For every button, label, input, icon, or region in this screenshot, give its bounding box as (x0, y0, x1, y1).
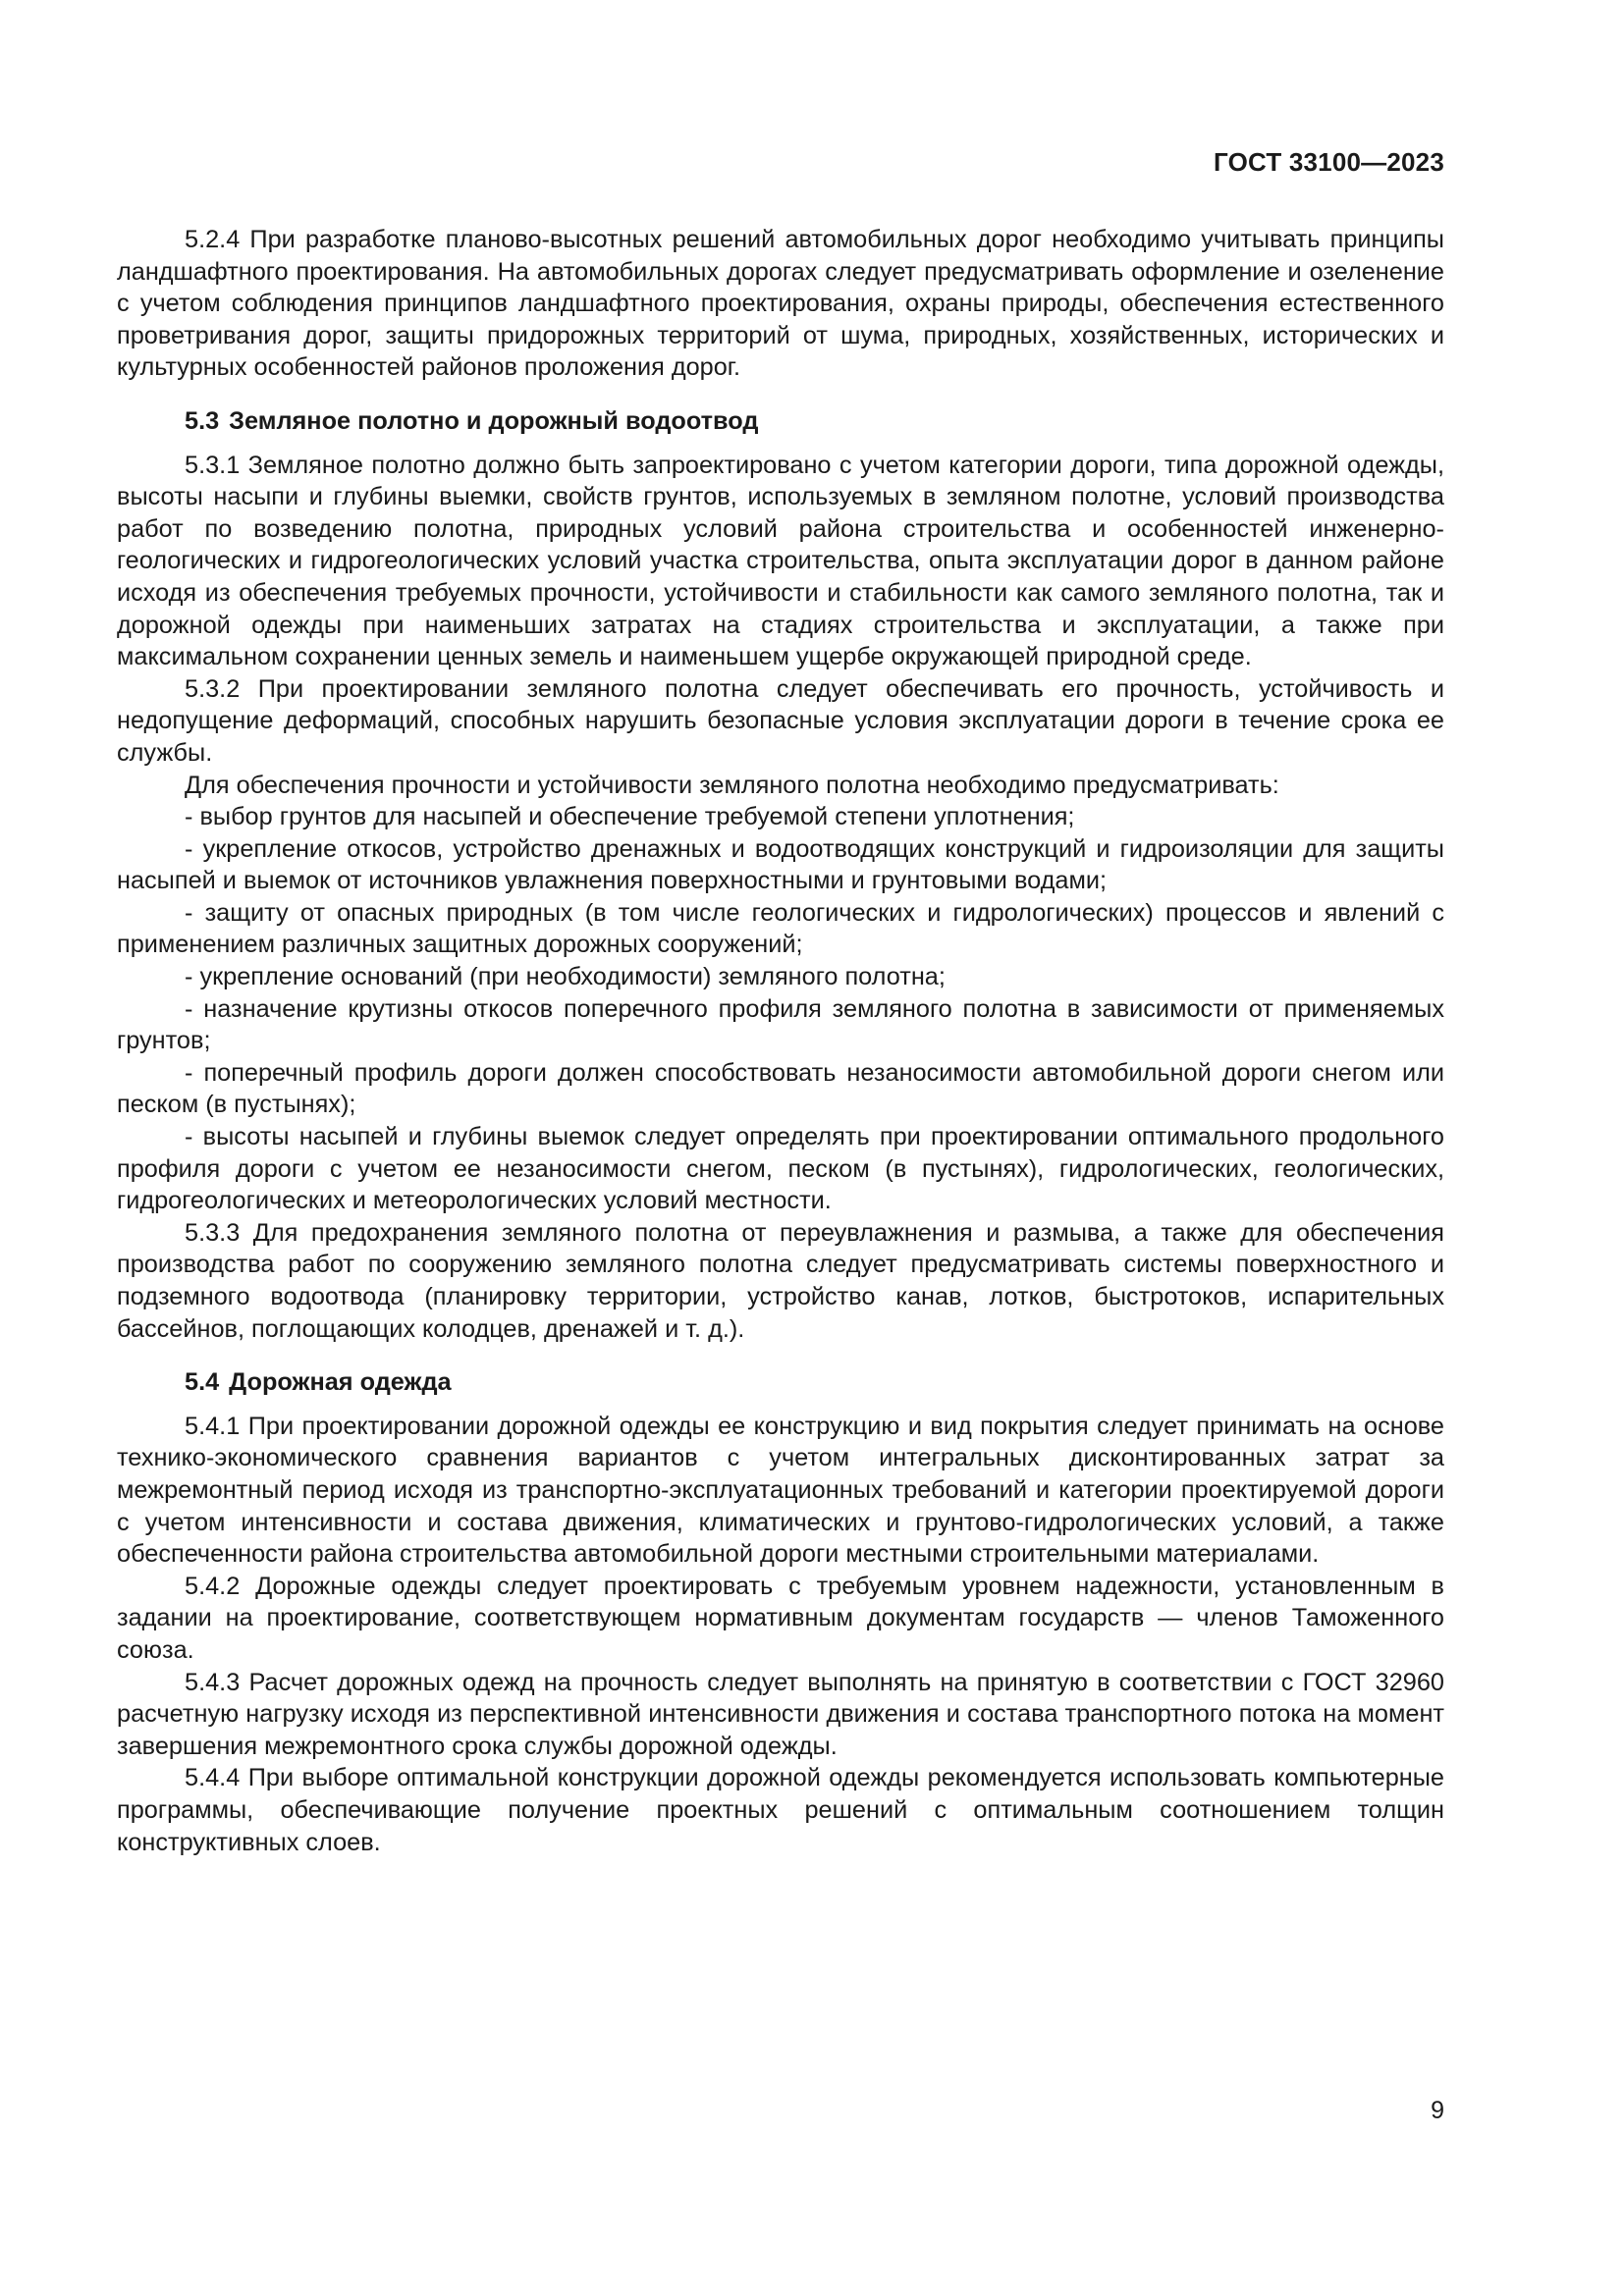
paragraph-5-3-3: 5.3.3 Для предохранения земляного полотна от переувлажнения и размыва, а также для обеспечения производства работ по сооружению земляного полотна следует предусматривать системы поверхностного и подземного водоотвода (планировку территории, устройство канав, лотков, быстротоков, испарительных бассейнов, поглощающих колодцев, дренажей и т. д.). (117, 1218, 1444, 1343)
list-intro: Для обеспечения прочности и устойчивости земляного полотна необходимо предусматривать: (185, 771, 1279, 799)
list-item: - выбор грунтов для насыпей и обеспечение требуемой степени уплотнения; (185, 803, 1075, 831)
list-item: - укрепление откосов, устройство дренажных и водоотводящих конструкций и гидроизоляции для защиты насыпей и выемок от источников увлажнения поверхностными и грунтовыми водами; (117, 834, 1444, 895)
document-code: ГОСТ 33100—2023 (1214, 147, 1444, 177)
page-number: 9 (1431, 2097, 1444, 2124)
section-number: 5.3 (185, 406, 220, 435)
section-heading-5-3 (117, 405, 1444, 438)
list-item: - назначение крутизны откосов поперечного профиля земляного полотна в зависимости от применяемых грунтов; (117, 994, 1444, 1055)
list-item: - защиту от опасных природных (в том числе геологических и гидрологических) процессов и явлений с применением различных защитных дорожных сооружений; (117, 898, 1444, 959)
paragraph-5-4-4: 5.4.4 При выборе оптимальной конструкции дорожной одежды рекомендуется использовать компьютерные программы, обеспечивающие получение проектных решений с оптимальным соотношением толщин конструктивных слоев. (117, 1764, 1444, 1856)
paragraph-5-3-1: 5.3.1 Земляное полотно должно быть запроектировано с учетом категории дороги, типа дорожной одежды, высоты насыпи и глубины выемки, свойств грунтов, используемых в земляном полотне, условий производства работ по возведению полотна, природных условий района строительства и особенностей инженерно-геологических и гидрогеологических условий участка строительства, опыта эксплуатации дорог в данном районе исходя из обеспечения требуемых прочности, устойчивости и стабильности как самого земляного полотна, так и дорожной одежды при наименьших затратах на стадиях строительства и эксплуатации, а также при максимальном сохранении ценных земель и наименьшем ущербе окружающей природной среде. (117, 451, 1444, 671)
paragraph-5-2-4: 5.2.4 При разработке планово-высотных решений автомобильных дорог необходимо учитывать принципы ландшафтного проектирования. На автомобильных дорогах следует предусматривать оформление и озеленение с учетом соблюдения принципов ландшафтного проектирования, охраны природы, обеспечения естественного проветривания дорог, защиты придорожных территорий от шума, природных, хозяйственных, исторических и культурных особенностей районов проложения дорог. (117, 226, 1444, 382)
section-heading-5-4 (117, 1366, 1444, 1399)
list-item: - высоты насыпей и глубины выемок следует определять при проектировании оптимального продольного профиля дороги с учетом ее незаносимости снегом, песком (в пустынях), гидрологических, геологических, гидрогеологических и метеорологических условий местности. (117, 1123, 1444, 1215)
paragraph-5-3-2: 5.3.2 При проектировании земляного полотна следует обеспечивать его прочность, устойчивость и недопущение деформаций, способных нарушить безопасные условия эксплуатации дороги в течение срока ее службы. (117, 674, 1444, 767)
document-body (117, 224, 1444, 1858)
list-item: - укрепление оснований (при необходимости) земляного полотна; (185, 963, 946, 991)
section-title: Земляное полотно и дорожный водоотвод (229, 406, 759, 435)
paragraph-5-4-1: 5.4.1 При проектировании дорожной одежды ее конструкцию и вид покрытия следует принимать на основе технико-экономического сравнения вариантов с учетом интегральных дисконтированных затрат за межремонтный период исходя из транспортно-эксплуатационных требований и категории проектируемой дороги с учетом интенсивности и состава движения, климатических и грунтово-гидрологических условий, а также обеспеченности района строительства автомобильной дороги местными строительными материалами. (117, 1412, 1444, 1569)
section-number: 5.4 (185, 1368, 220, 1397)
paragraph-5-4-2: 5.4.2 Дорожные одежды следует проектировать с требуемым уровнем надежности, установленным в задании на проектирование, соответствующем нормативным документам государств — членов Таможенного союза. (117, 1572, 1444, 1664)
paragraph-5-4-3: 5.4.3 Расчет дорожных одежд на прочность следует выполнять на принятую в соответствии с ГОСТ 32960 расчетную нагрузку исходя из перспективной интенсивности движения и состава транспортного потока на момент завершения межремонтного срока службы дорожной одежды. (117, 1668, 1444, 1760)
section-title: Дорожная одежда (229, 1368, 452, 1397)
list-item: - поперечный профиль дороги должен способствовать незаносимости автомобильной дороги снегом или песком (в пустынях); (117, 1058, 1444, 1119)
